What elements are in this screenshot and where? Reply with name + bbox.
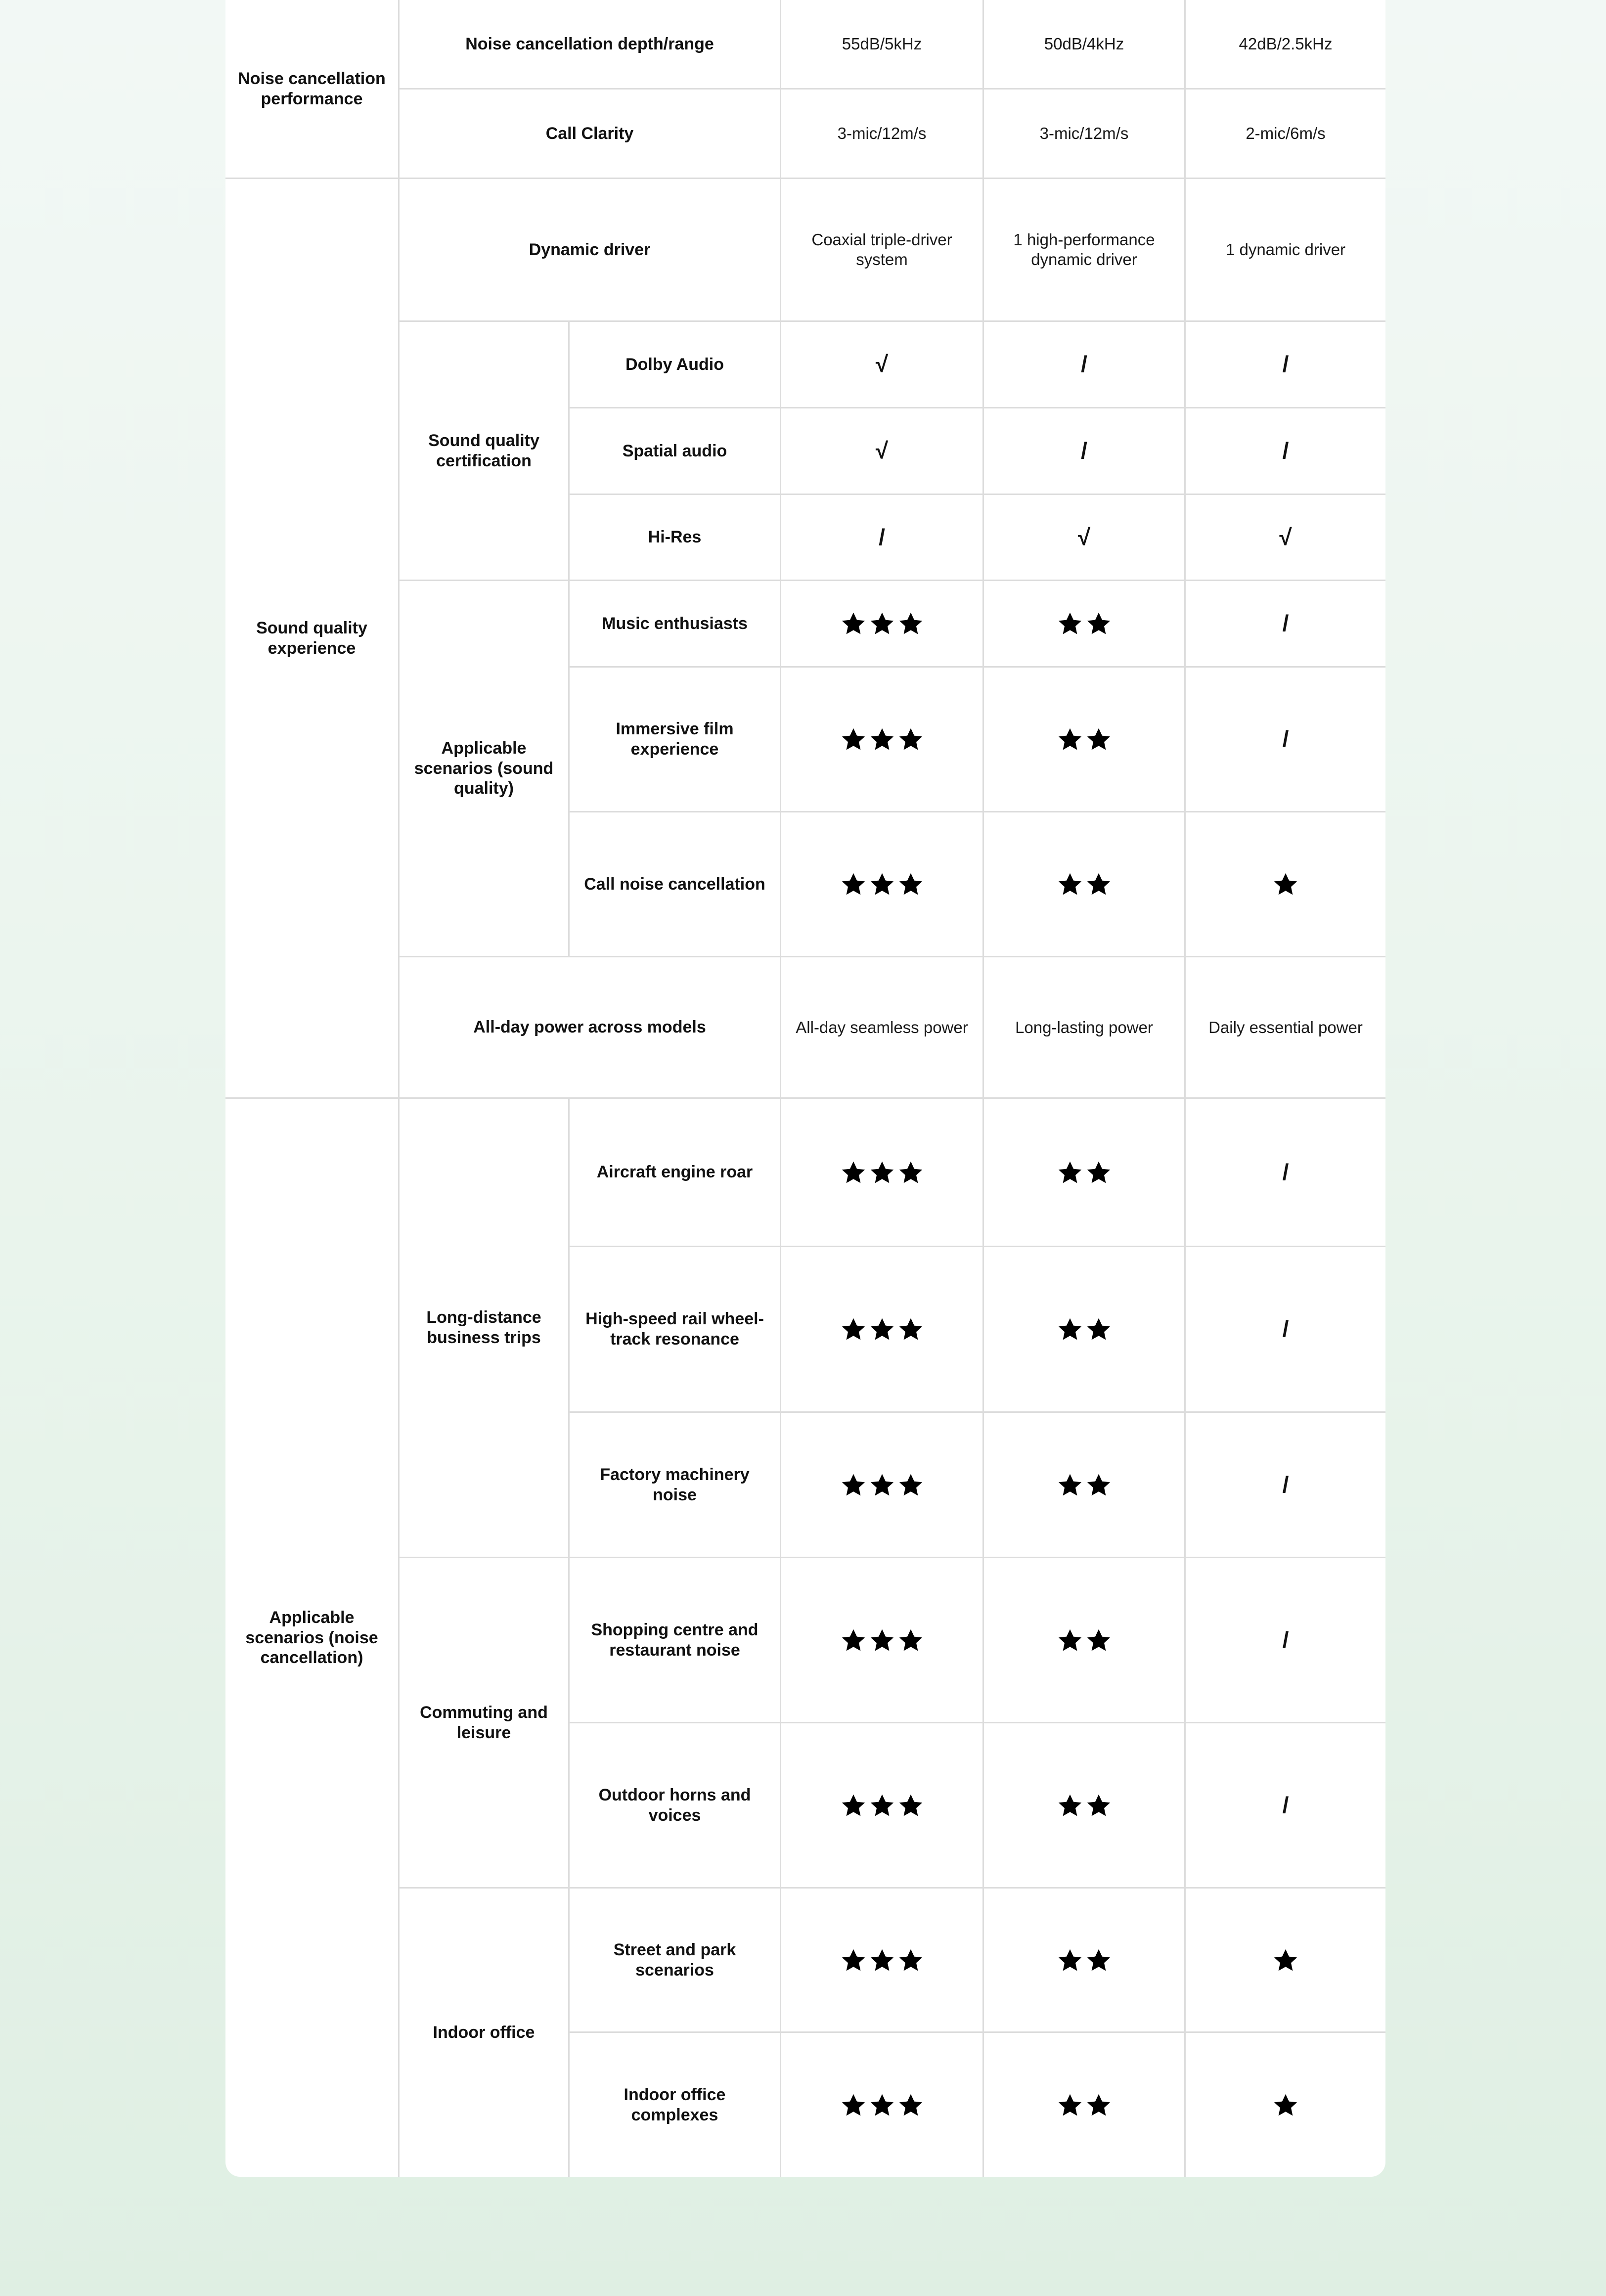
feature-label-street-and-park — [570, 1889, 781, 2033]
star-icon — [1057, 1316, 1083, 1342]
rating-cell — [984, 1723, 1186, 1889]
not-applicable-mark: / — [1282, 1159, 1289, 1185]
feature-label-music-enthusiasts — [570, 581, 781, 668]
rating-cell — [984, 812, 1186, 957]
rating-cell — [984, 1247, 1186, 1413]
star-icon — [869, 1627, 895, 1653]
rating-cell — [1186, 1099, 1385, 1247]
feature-label-call-noise-cancellation — [570, 812, 781, 957]
feature-label-text: Shopping centre and restaurant noise — [591, 1620, 758, 1660]
star-icon — [869, 1160, 895, 1185]
star-icon — [1057, 1160, 1083, 1185]
group-label-text: Noise cancellation performance — [238, 69, 386, 108]
feature-label-indoor-office-complexes — [570, 2033, 781, 2177]
star-icon — [869, 871, 895, 897]
star-rating — [840, 871, 924, 897]
subgroup-label-indoor-office — [400, 1889, 570, 2177]
rating-cell — [781, 1247, 984, 1413]
value-text: 1 high-performance dynamic driver — [1013, 230, 1155, 269]
mark-cell — [984, 495, 1186, 581]
value-text: Coaxial triple-driver system — [811, 230, 952, 269]
star-icon — [1057, 1947, 1083, 1973]
value-text: 3-mic/12m/s — [1039, 124, 1129, 143]
mark-cell — [984, 322, 1186, 408]
star-rating — [1272, 871, 1299, 897]
value-cell — [781, 90, 984, 179]
mark-cell — [781, 495, 984, 581]
star-icon — [869, 1947, 895, 1973]
subgroup-label-long-distance-business-trips — [400, 1099, 570, 1558]
star-rating — [840, 1472, 924, 1498]
feature-label-high-speed-rail — [570, 1247, 781, 1413]
feature-label-text: Noise cancellation depth/range — [465, 34, 714, 53]
group-label-sound-quality-experience — [225, 179, 400, 1099]
value-text: 50dB/4kHz — [1044, 35, 1124, 53]
not-applicable-mark: / — [1282, 1792, 1289, 1818]
value-cell — [781, 957, 984, 1099]
mark-cell — [984, 408, 1186, 495]
rating-cell — [781, 668, 984, 812]
star-icon — [869, 1793, 895, 1818]
subgroup-label-text: Commuting and leisure — [420, 1703, 548, 1742]
star-icon — [897, 726, 924, 752]
feature-label-text: Hi-Res — [648, 528, 702, 547]
mark-text: / — [1081, 438, 1087, 464]
rating-cell — [984, 1413, 1186, 1558]
star-icon — [1085, 1472, 1112, 1498]
feature-label-text: Call noise cancellation — [584, 874, 765, 894]
rating-cell — [1186, 812, 1385, 957]
star-icon — [897, 1947, 924, 1973]
feature-label-dolby-audio — [570, 322, 781, 408]
rating-cell — [1186, 1723, 1385, 1889]
star-rating — [840, 2092, 924, 2118]
star-icon — [840, 1472, 867, 1498]
rating-cell — [781, 1558, 984, 1723]
star-icon — [1057, 726, 1083, 752]
rating-cell — [984, 668, 1186, 812]
star-rating — [1057, 2092, 1112, 2118]
star-icon — [1057, 1793, 1083, 1818]
feature-label-text: Outdoor horns and voices — [598, 1785, 751, 1825]
value-cell — [1186, 90, 1385, 179]
mark-text: √ — [875, 438, 889, 464]
rating-cell — [1186, 581, 1385, 668]
value-text: 3-mic/12m/s — [837, 124, 927, 143]
subgroup-label-text: Indoor office — [433, 2023, 535, 2042]
mark-text: / — [1282, 438, 1289, 464]
value-text: All-day seamless power — [796, 1018, 968, 1036]
star-icon — [840, 611, 867, 636]
star-rating — [1057, 871, 1112, 897]
star-rating — [840, 1316, 924, 1342]
star-icon — [897, 1160, 924, 1185]
rating-cell — [1186, 668, 1385, 812]
star-icon — [1057, 871, 1083, 897]
star-icon — [1085, 1627, 1112, 1653]
star-rating — [1057, 611, 1112, 636]
subgroup-label-text: Applicable scenarios (sound quality) — [414, 738, 554, 798]
star-rating — [840, 1160, 924, 1185]
star-icon — [1085, 611, 1112, 636]
star-rating — [1057, 1160, 1112, 1185]
mark-cell — [781, 408, 984, 495]
star-icon — [840, 726, 867, 752]
feature-label-text: Factory machinery noise — [600, 1465, 750, 1504]
value-text: 2-mic/6m/s — [1246, 124, 1326, 143]
feature-label-spatial-audio — [570, 408, 781, 495]
comparison-table — [225, 0, 1385, 2177]
star-icon — [897, 2092, 924, 2118]
value-cell — [1186, 179, 1385, 322]
feature-label-text: Indoor office complexes — [624, 2085, 726, 2124]
star-icon — [840, 2092, 867, 2118]
rating-cell — [781, 2033, 984, 2177]
rating-cell — [781, 1889, 984, 2033]
star-icon — [897, 871, 924, 897]
rating-cell — [781, 1723, 984, 1889]
subgroup-label-commuting-and-leisure — [400, 1558, 570, 1889]
value-cell — [984, 0, 1186, 90]
star-rating — [840, 1627, 924, 1653]
rating-cell — [781, 1413, 984, 1558]
star-icon — [840, 1160, 867, 1185]
mark-text: / — [879, 524, 885, 550]
feature-label-text: Immersive film experience — [616, 720, 734, 759]
star-icon — [897, 1316, 924, 1342]
subgroup-label-text: Sound quality certification — [428, 431, 539, 470]
star-icon — [1085, 1316, 1112, 1342]
feature-label-factory-machinery-noise — [570, 1413, 781, 1558]
star-icon — [1085, 1947, 1112, 1973]
star-icon — [1085, 2092, 1112, 2118]
value-cell — [781, 0, 984, 90]
not-applicable-mark: / — [1282, 1471, 1289, 1497]
mark-text: / — [1282, 351, 1289, 377]
group-label-text: Sound quality experience — [256, 618, 367, 658]
star-icon — [1085, 1160, 1112, 1185]
mark-text: √ — [1077, 524, 1091, 550]
star-icon — [897, 1627, 924, 1653]
star-icon — [1272, 1947, 1299, 1973]
star-rating — [1057, 1947, 1112, 1973]
feature-label-text: Aircraft engine roar — [596, 1163, 753, 1182]
star-icon — [897, 1793, 924, 1818]
feature-label-shopping-centre — [570, 1558, 781, 1723]
star-rating — [840, 1793, 924, 1818]
feature-label-call-clarity — [400, 90, 781, 179]
star-icon — [1272, 2092, 1299, 2118]
mark-cell — [1186, 322, 1385, 408]
not-applicable-mark: / — [1282, 610, 1289, 636]
star-rating — [1057, 726, 1112, 752]
value-cell — [984, 179, 1186, 322]
not-applicable-mark: / — [1282, 1316, 1289, 1342]
feature-label-text: All-day power across models — [473, 1018, 706, 1037]
star-rating — [1057, 1627, 1112, 1653]
star-icon — [840, 1947, 867, 1973]
group-label-noise-cancellation-performance — [225, 0, 400, 179]
rating-cell — [1186, 1558, 1385, 1723]
rating-cell — [781, 812, 984, 957]
star-rating — [1057, 1316, 1112, 1342]
star-icon — [840, 1316, 867, 1342]
star-icon — [869, 726, 895, 752]
star-icon — [897, 611, 924, 636]
feature-label-text: Dolby Audio — [625, 355, 724, 374]
feature-label-outdoor-horns — [570, 1723, 781, 1889]
star-icon — [1057, 611, 1083, 636]
star-icon — [1057, 2092, 1083, 2118]
star-icon — [1272, 871, 1299, 897]
subgroup-label-text: Long-distance business trips — [426, 1308, 541, 1347]
star-rating — [840, 611, 924, 636]
value-cell — [781, 179, 984, 322]
value-text: 42dB/2.5kHz — [1239, 35, 1333, 53]
feature-label-text: High-speed rail wheel-track resonance — [585, 1309, 764, 1349]
mark-cell — [1186, 408, 1385, 495]
rating-cell — [1186, 1413, 1385, 1558]
value-cell — [984, 90, 1186, 179]
star-icon — [840, 1627, 867, 1653]
star-icon — [840, 1793, 867, 1818]
star-icon — [869, 611, 895, 636]
not-applicable-mark: / — [1282, 1626, 1289, 1653]
rating-cell — [984, 1889, 1186, 2033]
rating-cell — [1186, 1247, 1385, 1413]
star-icon — [1057, 1472, 1083, 1498]
value-text: Long-lasting power — [1015, 1018, 1153, 1036]
value-text: 55dB/5kHz — [842, 35, 922, 53]
star-icon — [840, 871, 867, 897]
feature-label-text: Spatial audio — [622, 441, 727, 460]
feature-label-immersive-film — [570, 668, 781, 812]
feature-label-hi-res — [570, 495, 781, 581]
rating-cell — [1186, 1889, 1385, 2033]
feature-label-dynamic-driver — [400, 179, 781, 322]
star-rating — [840, 1947, 924, 1973]
rating-cell — [781, 581, 984, 668]
rating-cell — [984, 1099, 1186, 1247]
mark-cell — [781, 322, 984, 408]
feature-label-text: Music enthusiasts — [602, 614, 748, 633]
group-label-text: Applicable scenarios (noise cancellation) — [245, 1608, 378, 1667]
star-icon — [1085, 1793, 1112, 1818]
group-label-applicable-scenarios-noise-cancellation — [225, 1099, 400, 2177]
mark-text: √ — [875, 351, 889, 377]
star-rating — [840, 726, 924, 752]
star-rating — [1057, 1793, 1112, 1818]
star-icon — [869, 1472, 895, 1498]
star-icon — [869, 2092, 895, 2118]
value-text: Daily essential power — [1208, 1018, 1363, 1036]
value-cell — [1186, 957, 1385, 1099]
feature-label-depth — [400, 0, 781, 90]
rating-cell — [1186, 2033, 1385, 2177]
subgroup-label-applicable-scenarios-sound-quality — [400, 581, 570, 957]
star-rating — [1272, 2092, 1299, 2118]
star-rating — [1272, 1947, 1299, 1973]
rating-cell — [984, 581, 1186, 668]
rating-cell — [984, 1558, 1186, 1723]
subgroup-label-sound-quality-certification — [400, 322, 570, 581]
value-cell — [1186, 0, 1385, 90]
feature-label-all-day-power — [400, 957, 781, 1099]
star-rating — [1057, 1472, 1112, 1498]
mark-text: / — [1081, 351, 1087, 377]
rating-cell — [984, 2033, 1186, 2177]
star-icon — [869, 1316, 895, 1342]
mark-text: √ — [1279, 524, 1292, 550]
feature-label-text: Dynamic driver — [529, 240, 651, 259]
feature-label-text: Call Clarity — [545, 124, 634, 143]
star-icon — [1085, 871, 1112, 897]
not-applicable-mark: / — [1282, 726, 1289, 752]
star-icon — [1057, 1627, 1083, 1653]
mark-cell — [1186, 495, 1385, 581]
star-icon — [1085, 726, 1112, 752]
star-icon — [897, 1472, 924, 1498]
value-cell — [984, 957, 1186, 1099]
feature-label-aircraft-engine-roar — [570, 1099, 781, 1247]
rating-cell — [781, 1099, 984, 1247]
value-text: 1 dynamic driver — [1225, 240, 1346, 259]
feature-label-text: Street and park scenarios — [613, 1940, 736, 1980]
